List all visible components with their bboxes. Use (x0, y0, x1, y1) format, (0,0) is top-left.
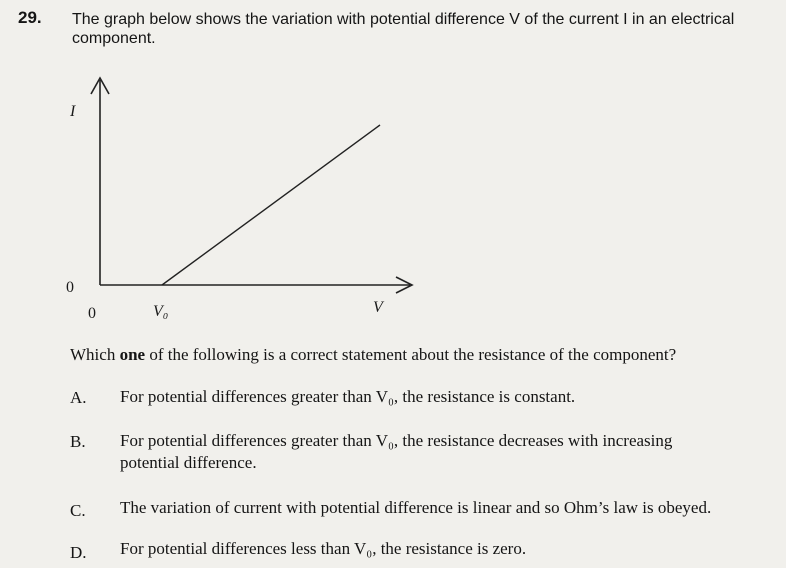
option-b-letter[interactable]: B. (70, 432, 86, 451)
option-c-text[interactable] (120, 497, 780, 519)
option-b-line-2: potential difference. (120, 453, 257, 472)
option-a-line-1: For potential differences greater than V₀, the resistance is constant. (120, 387, 576, 406)
y-axis-label: I (70, 103, 76, 120)
stem-line-2: component. (72, 30, 156, 47)
option-d-line-1: For potential differences less than V₀, the resistance is zero. (120, 539, 527, 558)
stem-line-1: The graph below shows the variation with potential difference V of the current I in an electrical (72, 11, 735, 28)
prompt-emphasis: one (119, 345, 146, 364)
x-axis-label: V (373, 299, 383, 316)
characteristic-line (162, 125, 380, 285)
threshold-label: V₀ (153, 303, 169, 320)
option-a-letter[interactable]: A. (70, 388, 87, 407)
origin-y-label: 0 (66, 279, 74, 296)
option-c-letter[interactable]: C. (70, 501, 86, 520)
option-a-text[interactable] (120, 386, 780, 408)
option-d-letter[interactable]: D. (70, 543, 87, 562)
question-prompt (70, 345, 676, 365)
prompt-prefix: Which (70, 345, 120, 364)
option-d-text[interactable] (120, 538, 780, 560)
prompt-suffix: of the following is a correct statement about the resistance of the component? (145, 345, 677, 364)
option-b-line-1: For potential differences greater than V₀, the resistance decreases with increasing (120, 431, 673, 450)
option-c-line-1: The variation of current with potential difference is linear and so Ohm’s law is obeyed. (120, 498, 712, 517)
option-b-text[interactable] (120, 430, 780, 474)
question-number: 29. (18, 8, 42, 27)
origin-x-label: 0 (88, 305, 96, 322)
